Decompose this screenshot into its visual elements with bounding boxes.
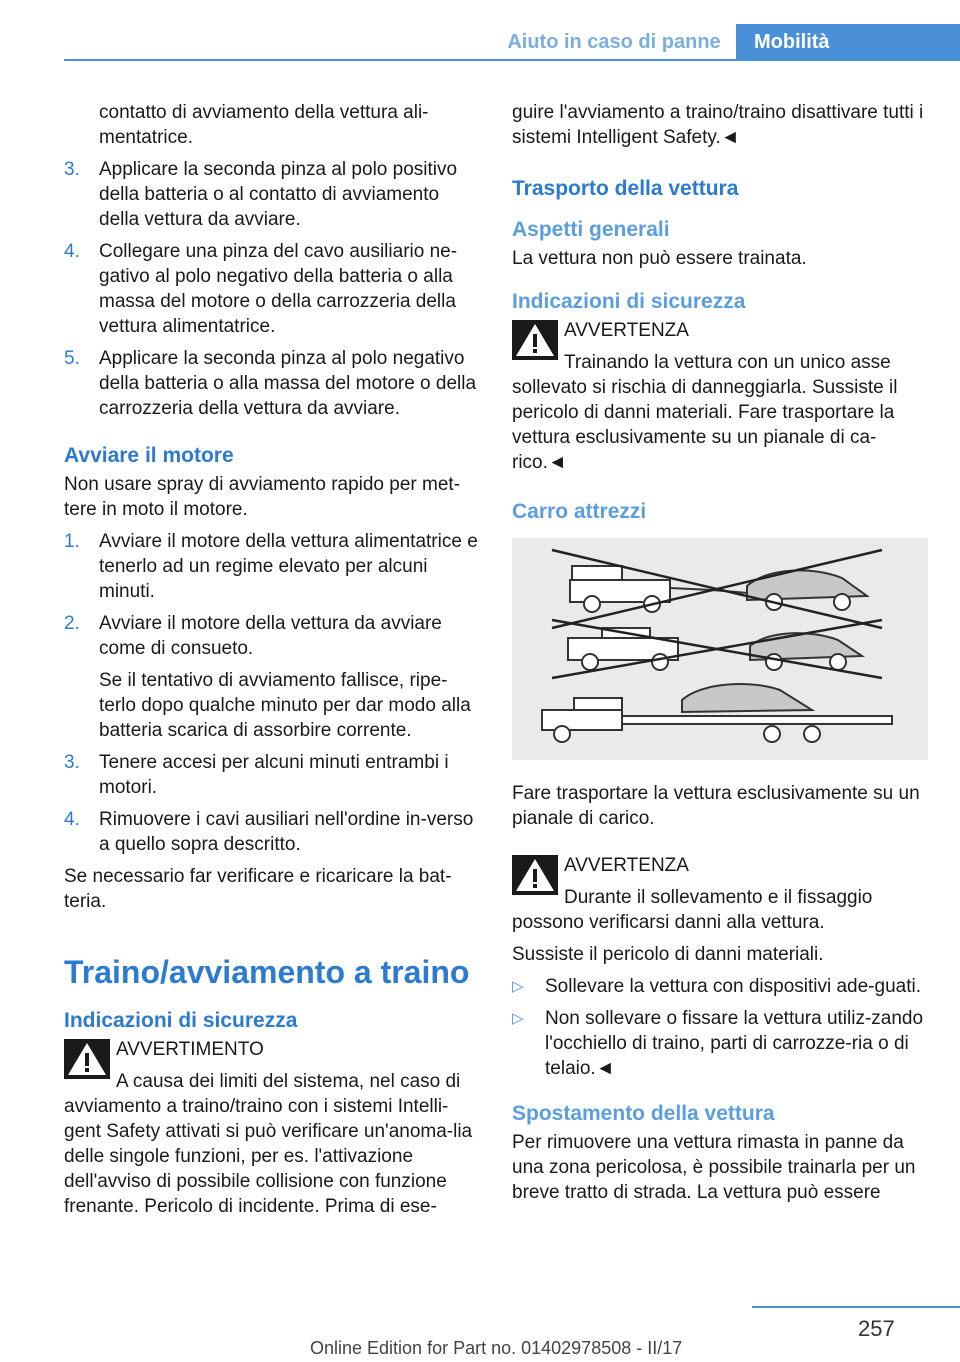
bullet-text: Non sollevare o fissare la vettura utiliz-zando l'occhiello di traino, parti di carrozze-ria o di telaio.◄	[545, 1008, 924, 1079]
steps-a	[64, 157, 480, 421]
warning-block	[512, 318, 928, 475]
warning-block	[512, 853, 928, 935]
warning-icon	[64, 1039, 110, 1079]
list-item	[64, 529, 480, 604]
warning-icon	[512, 855, 558, 895]
warning-icon	[512, 320, 558, 360]
section-heading: Traino/avviamento a traino	[64, 954, 470, 990]
warning-text: Durante il sollevamento e il fissaggio possono verificarsi danni alla vettura.	[512, 887, 873, 933]
list-item	[64, 239, 480, 339]
heading-trasporto: Trasporto della vettura	[512, 177, 739, 200]
footer-rule	[752, 1306, 960, 1308]
footer-edition: Online Edition for Part no. 01402978508 - II/17	[310, 1338, 683, 1358]
left-column	[64, 100, 480, 1226]
step-text: Avviare il motore della vettura alimentatrice e tenerlo ad un regime elevato per alcuni minuti.	[99, 531, 478, 602]
paragraph: Fare trasportare la vettura esclusivamente su un pianale di carico.	[512, 783, 920, 829]
warning-title: AVVERTENZA	[564, 320, 689, 341]
list-item	[64, 807, 480, 857]
warning-text: A causa dei limiti del sistema, nel caso di avviamento a traino/traino con i sistemi Intelli-gent Safety attivati si può verificare un'anoma-lia delle singole funzioni, per es. l'attivazione dell'avviso di possibile collisione con funzione frenante. Pericolo di incidente. Prima di ese-	[64, 1071, 473, 1217]
step-number: 3.	[64, 752, 80, 773]
step-text: Rimuovere i cavi ausiliari nell'ordine in-verso a quello sopra descritto.	[99, 809, 474, 855]
bullet-text: Sollevare la vettura con dispositivi ade-guati.	[545, 976, 921, 997]
heading-avviare: Avviare il motore	[64, 444, 234, 467]
list-item	[512, 1006, 928, 1081]
warning-title: AVVERTENZA	[564, 855, 689, 876]
right-column	[512, 100, 928, 1212]
step-note: Se il tentativo di avviamento fallisce, ripe-terlo dopo qualche minuto per dar modo alla batteria scarica di assorbire corrente.	[99, 670, 471, 741]
heading-carro: Carro attrezzi	[512, 500, 647, 523]
continued-text: contatto di avviamento della vettura ali-mentatrice.	[99, 102, 429, 148]
list-item	[64, 611, 480, 661]
heading-generali: Aspetti generali	[512, 218, 670, 241]
continued-text: guire l'avviamento a traino/traino disattivare tutti i sistemi Intelligent Safety.◄	[512, 102, 924, 148]
step-text: Applicare la seconda pinza al polo negativo della batteria o alla massa del motore o della carrozzeria della vettura da avviare.	[99, 348, 477, 419]
list-item	[64, 157, 480, 232]
heading-sicurezza: Indicazioni di sicurezza	[64, 1009, 298, 1032]
step-text: Tenere accesi per alcuni minuti entrambi i motori.	[99, 752, 449, 798]
page-number: 257	[858, 1316, 895, 1341]
paragraph: La vettura non può essere trainata.	[512, 248, 807, 269]
warning-title: AVVERTIMENTO	[116, 1039, 264, 1060]
heading-spostamento: Spostamento della vettura	[512, 1102, 775, 1125]
step-number: 4.	[64, 241, 80, 262]
warning-block	[64, 1037, 480, 1219]
bullet-marker: ▷	[512, 978, 524, 995]
paragraph: Sussiste il pericolo di danni materiali.	[512, 944, 824, 965]
list-item	[64, 346, 480, 421]
step-text: Applicare la seconda pinza al polo positivo della batteria o al contatto di avviamento della vettura da avviare.	[99, 159, 458, 230]
header-section: Aiuto in caso di panne	[507, 31, 721, 53]
paragraph: Non usare spray di avviamento rapido per met-tere in moto il motore.	[64, 474, 461, 520]
list-item	[64, 750, 480, 800]
list-item	[512, 974, 928, 999]
step-number: 5.	[64, 348, 80, 369]
warning-text: Trainando la vettura con un unico asse sollevato si rischia di danneggiarla. Sussiste il pericolo di danni materiali. Fare trasportare la vettura esclusivamente su un pianale di ca-rico.◄	[512, 352, 898, 473]
step-text: Collegare una pinza del cavo ausiliario ne-gativo al polo negativo della batteria o alla massa del motore o della carrozzeria della vettura alimentatrice.	[99, 241, 458, 337]
step-number: 4.	[64, 809, 80, 830]
bullet-marker: ▷	[512, 1010, 524, 1027]
step-number: 3.	[64, 159, 80, 180]
header-chapter-tab[interactable]: Mobilità	[736, 24, 960, 60]
step-number: 1.	[64, 531, 80, 552]
step-text: Avviare il motore della vettura da avviare come di consueto.	[99, 613, 442, 659]
paragraph: Per rimuovere una vettura rimasta in panne da una zona pericolosa, è possibile trainarla per un breve tratto di strada. La vettura può essere	[512, 1132, 916, 1203]
heading-sicurezza: Indicazioni di sicurezza	[512, 290, 746, 313]
step-number: 2.	[64, 613, 80, 634]
paragraph: Se necessario far verificare e ricaricare la bat-teria.	[64, 866, 452, 912]
tow-truck-illustration	[512, 538, 928, 760]
